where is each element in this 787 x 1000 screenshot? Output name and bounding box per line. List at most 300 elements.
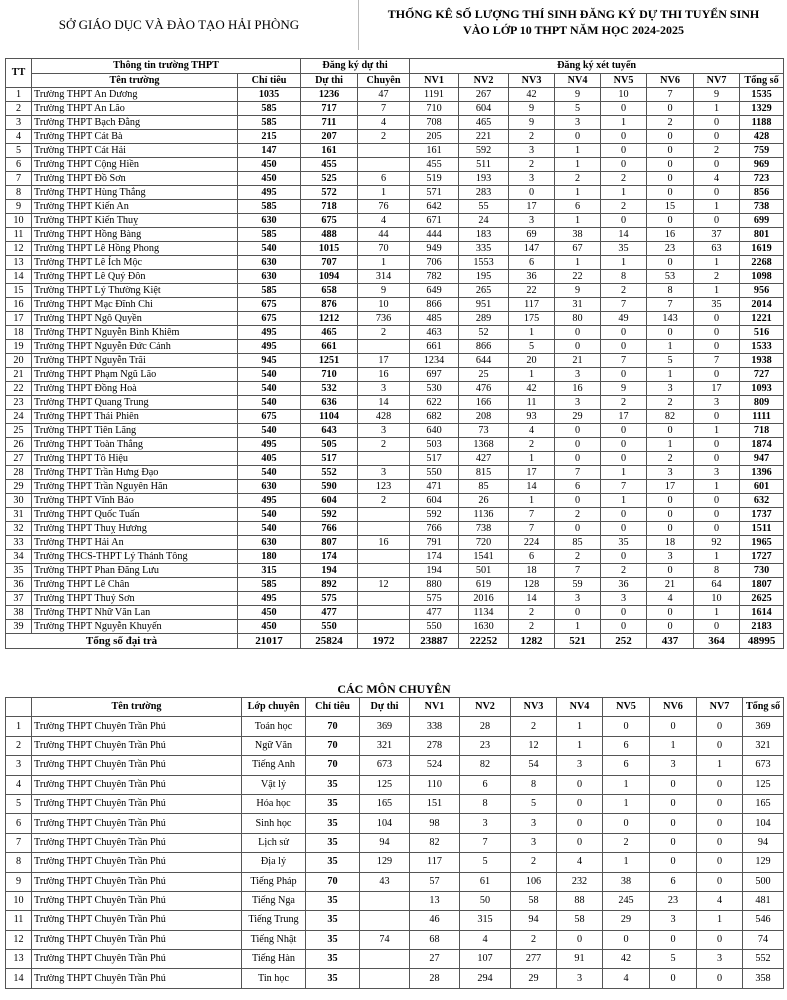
nv5: 0 xyxy=(603,814,650,833)
exam: 766 xyxy=(301,522,358,536)
exam: 161 xyxy=(301,144,358,158)
nv4: 29 xyxy=(555,410,601,424)
nv5: 0 xyxy=(601,424,647,438)
nv4: 0 xyxy=(555,424,601,438)
school-name: Trường THPT Tiên Lãng xyxy=(32,424,238,438)
nv7: 1 xyxy=(694,550,740,564)
specialist: 1 xyxy=(358,256,410,270)
table-row xyxy=(6,536,784,550)
nv6: 1 xyxy=(647,438,694,452)
col-class: Lớp chuyên xyxy=(242,698,306,717)
specialist: 123 xyxy=(358,480,410,494)
nv4: 5 xyxy=(555,102,601,116)
nv6: 0 xyxy=(647,494,694,508)
quota: 35 xyxy=(306,853,360,872)
nv6: 0 xyxy=(647,214,694,228)
quota: 35 xyxy=(306,891,360,910)
row-total: 1329 xyxy=(740,102,784,116)
specialist: 70 xyxy=(358,242,410,256)
row-total: 369 xyxy=(743,717,784,736)
nv2: 166 xyxy=(459,396,509,410)
nv3: 7 xyxy=(509,508,555,522)
nv4: 16 xyxy=(555,382,601,396)
row-total: 718 xyxy=(740,424,784,438)
col-exam: Dự thi xyxy=(301,74,358,88)
nv6: 6 xyxy=(650,872,697,891)
nv3: 17 xyxy=(509,466,555,480)
title-line-1: THỐNG KÊ SỐ LƯỢNG THÍ SINH ĐĂNG KÝ DỰ THI TUYỂN SINH xyxy=(387,7,760,21)
nv7: 9 xyxy=(694,88,740,102)
specialist xyxy=(358,564,410,578)
nv4: 22 xyxy=(555,270,601,284)
nv2: 85 xyxy=(459,480,509,494)
nv1: 1234 xyxy=(410,354,459,368)
row-total: 809 xyxy=(740,396,784,410)
row-total: 74 xyxy=(743,930,784,949)
exam: 707 xyxy=(301,256,358,270)
specialist xyxy=(358,158,410,172)
nv1: 880 xyxy=(410,578,459,592)
exam: 717 xyxy=(301,102,358,116)
exam: 590 xyxy=(301,480,358,494)
row-total: 500 xyxy=(743,872,784,891)
row-number: 26 xyxy=(6,438,32,452)
specialist-class: Ngữ Văn xyxy=(242,736,306,755)
nv7: 0 xyxy=(697,717,743,736)
school-name: Trường THPT Chuyên Trần Phú xyxy=(32,891,242,910)
table-column-header xyxy=(6,74,784,88)
specialist: 10 xyxy=(358,298,410,312)
col-total: Tổng số xyxy=(743,698,784,717)
row-number: 36 xyxy=(6,578,32,592)
school-name: Trường THPT Thuỵ Hương xyxy=(32,522,238,536)
specialist-class: Tiếng Hàn xyxy=(242,950,306,969)
nv5: 0 xyxy=(601,438,647,452)
table-row xyxy=(6,228,784,242)
exam: 369 xyxy=(360,717,410,736)
row-number: 4 xyxy=(6,130,32,144)
nv5: 0 xyxy=(601,452,647,466)
nv7: 63 xyxy=(694,242,740,256)
nv6: 2 xyxy=(647,396,694,410)
total-quota: 21017 xyxy=(238,634,301,649)
row-number: 18 xyxy=(6,326,32,340)
nv1: 28 xyxy=(410,969,460,988)
row-number: 14 xyxy=(6,270,32,284)
exam: 125 xyxy=(360,775,410,794)
nv6: 18 xyxy=(647,536,694,550)
nv2: 951 xyxy=(459,298,509,312)
nv6: 23 xyxy=(650,891,697,910)
row-number: 25 xyxy=(6,424,32,438)
nv5: 245 xyxy=(603,891,650,910)
nv2: 25 xyxy=(459,368,509,382)
col-nv3: NV3 xyxy=(511,698,557,717)
row-number: 29 xyxy=(6,480,32,494)
table-row xyxy=(6,756,784,775)
nv4: 9 xyxy=(555,284,601,298)
nv2: 6 xyxy=(460,775,511,794)
nv1: 604 xyxy=(410,494,459,508)
row-total: 125 xyxy=(743,775,784,794)
nv6: 0 xyxy=(647,186,694,200)
table-row xyxy=(6,354,784,368)
nv1: 782 xyxy=(410,270,459,284)
table-row xyxy=(6,382,784,396)
nv3: 3 xyxy=(509,172,555,186)
quota: 35 xyxy=(306,775,360,794)
exam: 1094 xyxy=(301,270,358,284)
nv6: 5 xyxy=(650,950,697,969)
nv5: 17 xyxy=(601,410,647,424)
nv7: 7 xyxy=(694,354,740,368)
nv5: 0 xyxy=(601,340,647,354)
row-total: 759 xyxy=(740,144,784,158)
specialist-class: Vật lý xyxy=(242,775,306,794)
school-name: Trường THCS-THPT Lý Thánh Tông xyxy=(32,550,238,564)
school-name: Trường THPT Trần Nguyên Hãn xyxy=(32,480,238,494)
nv4: 0 xyxy=(555,340,601,354)
exam: 1236 xyxy=(301,88,358,102)
nv4: 4 xyxy=(557,853,603,872)
nv2: 2016 xyxy=(459,592,509,606)
nv5: 2 xyxy=(601,172,647,186)
nv7: 0 xyxy=(694,522,740,536)
nv3: 2 xyxy=(511,930,557,949)
nv6: 0 xyxy=(650,814,697,833)
nv3: 54 xyxy=(511,756,557,775)
row-number: 21 xyxy=(6,368,32,382)
school-name: Trường THPT Nguyễn Bình Khiêm xyxy=(32,326,238,340)
nv2: 476 xyxy=(459,382,509,396)
row-total: 699 xyxy=(740,214,784,228)
nv2: 619 xyxy=(459,578,509,592)
nv3: 1 xyxy=(509,452,555,466)
col-nv4: NV4 xyxy=(555,74,601,88)
col-nv3: NV3 xyxy=(509,74,555,88)
table-row xyxy=(6,930,784,949)
row-total: 546 xyxy=(743,911,784,930)
specialist-column-header xyxy=(6,698,784,717)
nv7: 37 xyxy=(694,228,740,242)
row-number: 33 xyxy=(6,536,32,550)
quota: 540 xyxy=(238,424,301,438)
nv4: 1 xyxy=(555,144,601,158)
row-total: 358 xyxy=(743,969,784,988)
nv3: 3 xyxy=(509,144,555,158)
table-row xyxy=(6,717,784,736)
nv5: 14 xyxy=(601,228,647,242)
exam: 1104 xyxy=(301,410,358,424)
nv4: 0 xyxy=(557,794,603,813)
row-total: 104 xyxy=(743,814,784,833)
nv7: 1 xyxy=(694,424,740,438)
nv4: 3 xyxy=(555,368,601,382)
exam: 892 xyxy=(301,578,358,592)
row-total: 738 xyxy=(740,200,784,214)
nv4: 0 xyxy=(557,775,603,794)
nv2: 23 xyxy=(460,736,511,755)
nv5: 2 xyxy=(601,200,647,214)
col-nv2: NV2 xyxy=(459,74,509,88)
nv1: 710 xyxy=(410,102,459,116)
specialist: 12 xyxy=(358,578,410,592)
nv3: 93 xyxy=(509,410,555,424)
nv6: 1 xyxy=(647,340,694,354)
specialist-class: Tiếng Trung xyxy=(242,911,306,930)
specialist: 44 xyxy=(358,228,410,242)
school-name: Trường THPT Cộng Hiền xyxy=(32,158,238,172)
nv6: 0 xyxy=(647,508,694,522)
nv3: 20 xyxy=(509,354,555,368)
col-name: Tên trường xyxy=(32,74,238,88)
row-number: 5 xyxy=(6,144,32,158)
preference-header: Đăng ký xét tuyển xyxy=(410,59,784,74)
nv2: 3 xyxy=(460,814,511,833)
nv4: 0 xyxy=(555,606,601,620)
row-number: 38 xyxy=(6,606,32,620)
exam: 94 xyxy=(360,833,410,852)
row-number: 16 xyxy=(6,298,32,312)
nv3: 69 xyxy=(509,228,555,242)
quota: 450 xyxy=(238,606,301,620)
nv4: 1 xyxy=(557,736,603,755)
row-total: 727 xyxy=(740,368,784,382)
nv1: 671 xyxy=(410,214,459,228)
row-total: 1614 xyxy=(740,606,784,620)
quota: 35 xyxy=(306,969,360,988)
nv3: 147 xyxy=(509,242,555,256)
nv1: 661 xyxy=(410,340,459,354)
nv4: 3 xyxy=(557,756,603,775)
nv1: 477 xyxy=(410,606,459,620)
nv3: 117 xyxy=(509,298,555,312)
table-row xyxy=(6,312,784,326)
nv7: 0 xyxy=(694,130,740,144)
nv4: 31 xyxy=(555,298,601,312)
row-number: 1 xyxy=(6,88,32,102)
quota: 70 xyxy=(306,756,360,775)
table-row xyxy=(6,814,784,833)
nv6: 0 xyxy=(647,130,694,144)
nv3: 3 xyxy=(509,214,555,228)
nv5: 49 xyxy=(601,312,647,326)
row-total: 516 xyxy=(740,326,784,340)
nv3: 1 xyxy=(509,326,555,340)
table-row xyxy=(6,550,784,564)
nv2: 8 xyxy=(460,794,511,813)
quota: 35 xyxy=(306,950,360,969)
row-total: 856 xyxy=(740,186,784,200)
exam: 658 xyxy=(301,284,358,298)
quota: 540 xyxy=(238,508,301,522)
table-row xyxy=(6,158,784,172)
exam: 675 xyxy=(301,214,358,228)
quota: 630 xyxy=(238,214,301,228)
exam: 643 xyxy=(301,424,358,438)
specialist-class: Tiếng Nhật xyxy=(242,930,306,949)
school-name: Trường THPT Bạch Đằng xyxy=(32,116,238,130)
school-name: Trường THPT An Lão xyxy=(32,102,238,116)
exam: 194 xyxy=(301,564,358,578)
specialist-class: Tiếng Pháp xyxy=(242,872,306,891)
specialist xyxy=(358,592,410,606)
row-total: 723 xyxy=(740,172,784,186)
nv5: 0 xyxy=(603,930,650,949)
nv7: 0 xyxy=(697,736,743,755)
table-row xyxy=(6,368,784,382)
nv5: 1 xyxy=(603,853,650,872)
row-number: 7 xyxy=(6,172,32,186)
nv6: 7 xyxy=(647,298,694,312)
row-number: 30 xyxy=(6,494,32,508)
row-number: 23 xyxy=(6,396,32,410)
nv7: 0 xyxy=(694,340,740,354)
table-row xyxy=(6,522,784,536)
row-number: 12 xyxy=(6,930,32,949)
nv7: 0 xyxy=(697,814,743,833)
exam: 1212 xyxy=(301,312,358,326)
exam xyxy=(360,969,410,988)
specialist: 2 xyxy=(358,494,410,508)
nv2: 465 xyxy=(459,116,509,130)
nv6: 2 xyxy=(647,452,694,466)
table-row xyxy=(6,242,784,256)
row-total: 1965 xyxy=(740,536,784,550)
nv1: 174 xyxy=(410,550,459,564)
row-number: 2 xyxy=(6,736,32,755)
nv5: 6 xyxy=(603,736,650,755)
nv1: 1191 xyxy=(410,88,459,102)
nv6: 7 xyxy=(647,88,694,102)
nv4: 1 xyxy=(555,620,601,634)
col-quota: Chỉ tiêu xyxy=(238,74,301,88)
school-name: Trường THPT Chuyên Trần Phú xyxy=(32,814,242,833)
nv2: 4 xyxy=(460,930,511,949)
nv1: 530 xyxy=(410,382,459,396)
nv2: 644 xyxy=(459,354,509,368)
exam: 575 xyxy=(301,592,358,606)
quota: 585 xyxy=(238,200,301,214)
nv5: 1 xyxy=(601,466,647,480)
nv4: 1 xyxy=(557,717,603,736)
row-total: 129 xyxy=(743,853,784,872)
nv2: 5 xyxy=(460,853,511,872)
nv6: 0 xyxy=(647,158,694,172)
nv7: 92 xyxy=(694,536,740,550)
col-quota: Chỉ tiêu xyxy=(306,698,360,717)
nv6: 1 xyxy=(650,736,697,755)
specialist-class: Sinh học xyxy=(242,814,306,833)
nv2: 26 xyxy=(459,494,509,508)
specialist: 2 xyxy=(358,438,410,452)
quota: 585 xyxy=(238,116,301,130)
nv5: 1 xyxy=(603,794,650,813)
exam: 532 xyxy=(301,382,358,396)
table-row xyxy=(6,186,784,200)
nv6: 1 xyxy=(647,368,694,382)
nv4: 58 xyxy=(557,911,603,930)
row-number: 3 xyxy=(6,756,32,775)
exam: 711 xyxy=(301,116,358,130)
row-number: 8 xyxy=(6,186,32,200)
tt-header: TT xyxy=(6,59,32,88)
nv4: 80 xyxy=(555,312,601,326)
specialist xyxy=(358,620,410,634)
nv5: 1 xyxy=(601,186,647,200)
nv4: 6 xyxy=(555,200,601,214)
specialist: 14 xyxy=(358,396,410,410)
row-number: 7 xyxy=(6,833,32,852)
quota: 540 xyxy=(238,368,301,382)
total-label: Tổng số đại trà xyxy=(6,634,238,649)
school-name: Trường THPT Lê Ích Mộc xyxy=(32,256,238,270)
nv4: 91 xyxy=(557,950,603,969)
nv7: 0 xyxy=(694,158,740,172)
quota: 450 xyxy=(238,172,301,186)
nv5: 3 xyxy=(601,592,647,606)
school-info-header: Thông tin trường THPT xyxy=(32,59,301,74)
specialist: 2 xyxy=(358,326,410,340)
row-total: 2625 xyxy=(740,592,784,606)
nv6: 0 xyxy=(650,853,697,872)
table-row xyxy=(6,494,784,508)
nv7: 0 xyxy=(694,620,740,634)
nv2: 720 xyxy=(459,536,509,550)
exam: 550 xyxy=(301,620,358,634)
nv3: 1 xyxy=(509,494,555,508)
nv7: 2 xyxy=(694,270,740,284)
specialist: 3 xyxy=(358,466,410,480)
nv7: 1 xyxy=(697,911,743,930)
nv6: 2 xyxy=(647,116,694,130)
nv4: 1 xyxy=(555,158,601,172)
school-name: Trường THPT Nguyễn Trãi xyxy=(32,354,238,368)
school-name: Trường THPT An Dương xyxy=(32,88,238,102)
exam: 572 xyxy=(301,186,358,200)
nv7: 1 xyxy=(694,200,740,214)
nv7: 0 xyxy=(694,116,740,130)
nv1: 68 xyxy=(410,930,460,949)
row-total: 673 xyxy=(743,756,784,775)
nv6: 0 xyxy=(650,775,697,794)
nv5: 0 xyxy=(601,606,647,620)
school-name: Trường THPT Hải An xyxy=(32,536,238,550)
table-row xyxy=(6,88,784,102)
nv6: 17 xyxy=(647,480,694,494)
nv3: 277 xyxy=(511,950,557,969)
nv7: 0 xyxy=(694,410,740,424)
exam: 1251 xyxy=(301,354,358,368)
row-total: 956 xyxy=(740,284,784,298)
exam: 1015 xyxy=(301,242,358,256)
school-name: Trường THPT Lê Quý Đôn xyxy=(32,270,238,284)
exam: 207 xyxy=(301,130,358,144)
nv3: 14 xyxy=(509,480,555,494)
specialist-class: Địa lý xyxy=(242,853,306,872)
nv2: 1368 xyxy=(459,438,509,452)
quota: 450 xyxy=(238,620,301,634)
nv2: 7 xyxy=(460,833,511,852)
table-row xyxy=(6,950,784,969)
nv4: 0 xyxy=(555,438,601,452)
row-number: 10 xyxy=(6,891,32,910)
nv7: 1 xyxy=(694,102,740,116)
nv4: 2 xyxy=(555,172,601,186)
nv5: 35 xyxy=(601,242,647,256)
school-name: Trường THPT Ngô Quyền xyxy=(32,312,238,326)
nv5: 0 xyxy=(601,326,647,340)
